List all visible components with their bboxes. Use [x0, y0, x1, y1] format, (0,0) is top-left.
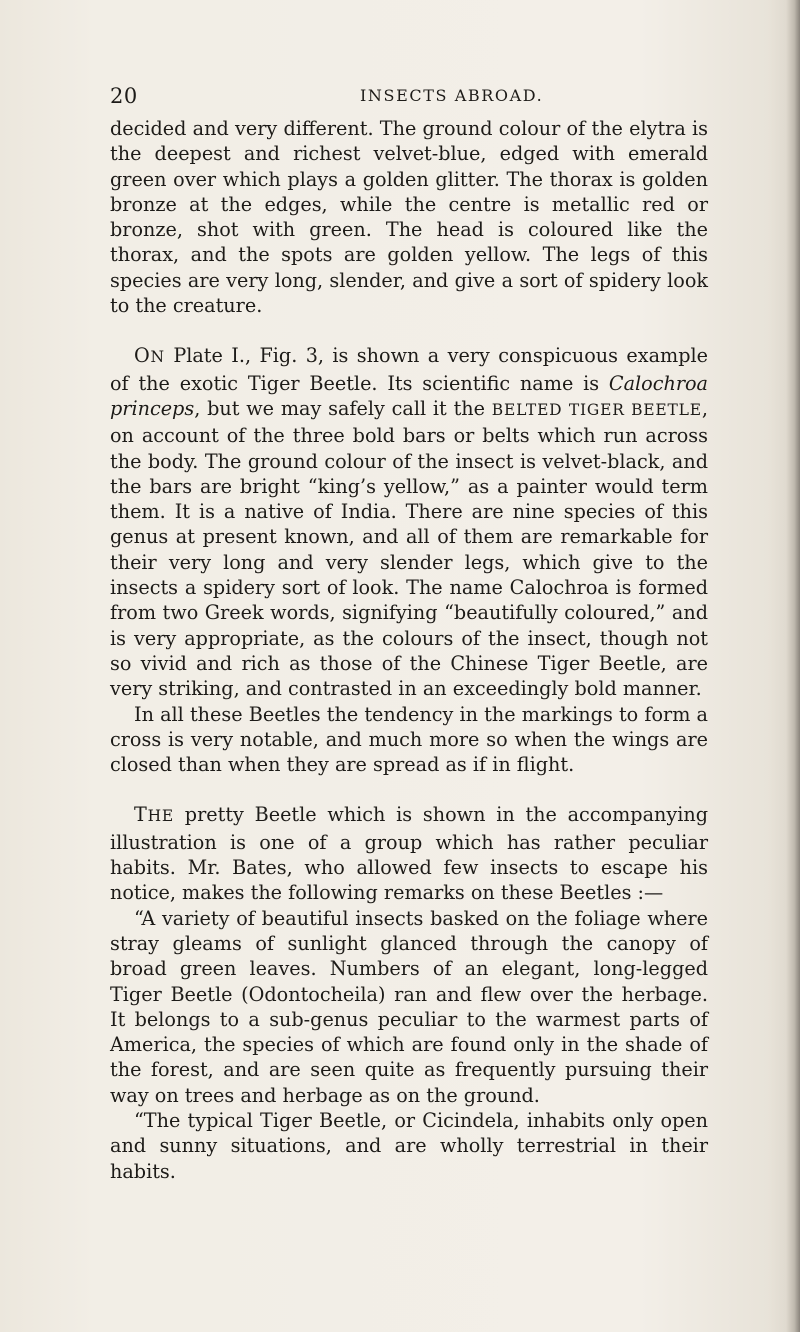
paragraph-gap — [110, 777, 708, 802]
small-caps-lead: HE — [147, 807, 175, 826]
page-edge-shadow — [786, 0, 800, 1332]
common-name: BELTED TIGER BEETLE — [491, 400, 702, 419]
small-caps-lead: N — [150, 348, 165, 367]
text-run: , but we may safely call it the — [194, 396, 492, 420]
paragraph-belted-tiger-beetle — [110, 343, 708, 701]
paragraph-cross-markings: In all these Beetles the tendency in the markings to form a cross is very notable, and much more so when the wings are closed than when they are spread as if in flight. — [110, 702, 708, 777]
text-run: Plate I., Fig. 3, is shown a very conspicuous example of the exotic Tiger Beetle. Its scientific name is — [110, 344, 708, 395]
paragraph-bates-quote-1: “A variety of beautiful insects basked on the foliage where stray gleams of sunlight glanced through the canopy of broad green leaves. Numbers of an elegant, long-legged Tiger Beetle (Odontocheila) ran and flew over the herbage. It belongs to a sub-genus peculiar to the warmest parts of America, the species of which are found only in the shade of the forest, and are seen quite as frequently pursuing their way on trees and herbage as on the ground. — [110, 906, 708, 1107]
paragraph-bates-quote-2: “The typical Tiger Beetle, or Cicindela, inhabits only open and sunny situations, and are wholly terrestrial in their habits. — [110, 1108, 708, 1183]
small-caps-initial: O — [134, 344, 151, 368]
running-title: INSECTS ABROAD. — [360, 86, 544, 105]
paragraph-bates-intro — [110, 802, 708, 905]
body-text — [110, 116, 708, 1184]
text-run: , on account of the three bold bars or belts which run across the body. The ground colour of the insect is velvet-black, and the bars are bright “king’s yellow,” as a painter would term them. It is a native of India. There are nine species of this genus at present known, and all of them are remarkable for their very long and very slender legs, which give to the insects a spidery sort of look. The name Calochroa is formed from two Greek words, signifying “beautifully coloured,” and is very appropriate, as the colours of the insect, though not so vivid and rich as those of the Chinese Tiger Beetle, are very striking, and contrasted in an exceedingly bold manner. — [110, 396, 708, 701]
page-number: 20 — [110, 84, 138, 108]
running-head — [110, 84, 710, 114]
small-caps-initial: T — [134, 803, 148, 827]
scientific-name: Calochroa princeps — [110, 371, 708, 420]
paragraph-elytra-description: decided and very different. The ground colour of the elytra is the deepest and richest velvet-blue, edged with emerald green over which plays a golden glitter. The thorax is golden bronze at the edges, while the centre is metallic red or bronze, shot with green. The head is coloured like the thorax, and the spots are golden yellow. The legs of this species are very long, slender, and give a sort of spidery look to the creature. — [110, 117, 708, 318]
text-run: pretty Beetle which is shown in the accompanying illustration is one of a group which has rather peculiar habits. Mr. Bates, who allowed few insects to escape his notice, makes the following remarks on these Beetles :— — [110, 803, 708, 905]
paragraph-gap — [110, 318, 708, 343]
